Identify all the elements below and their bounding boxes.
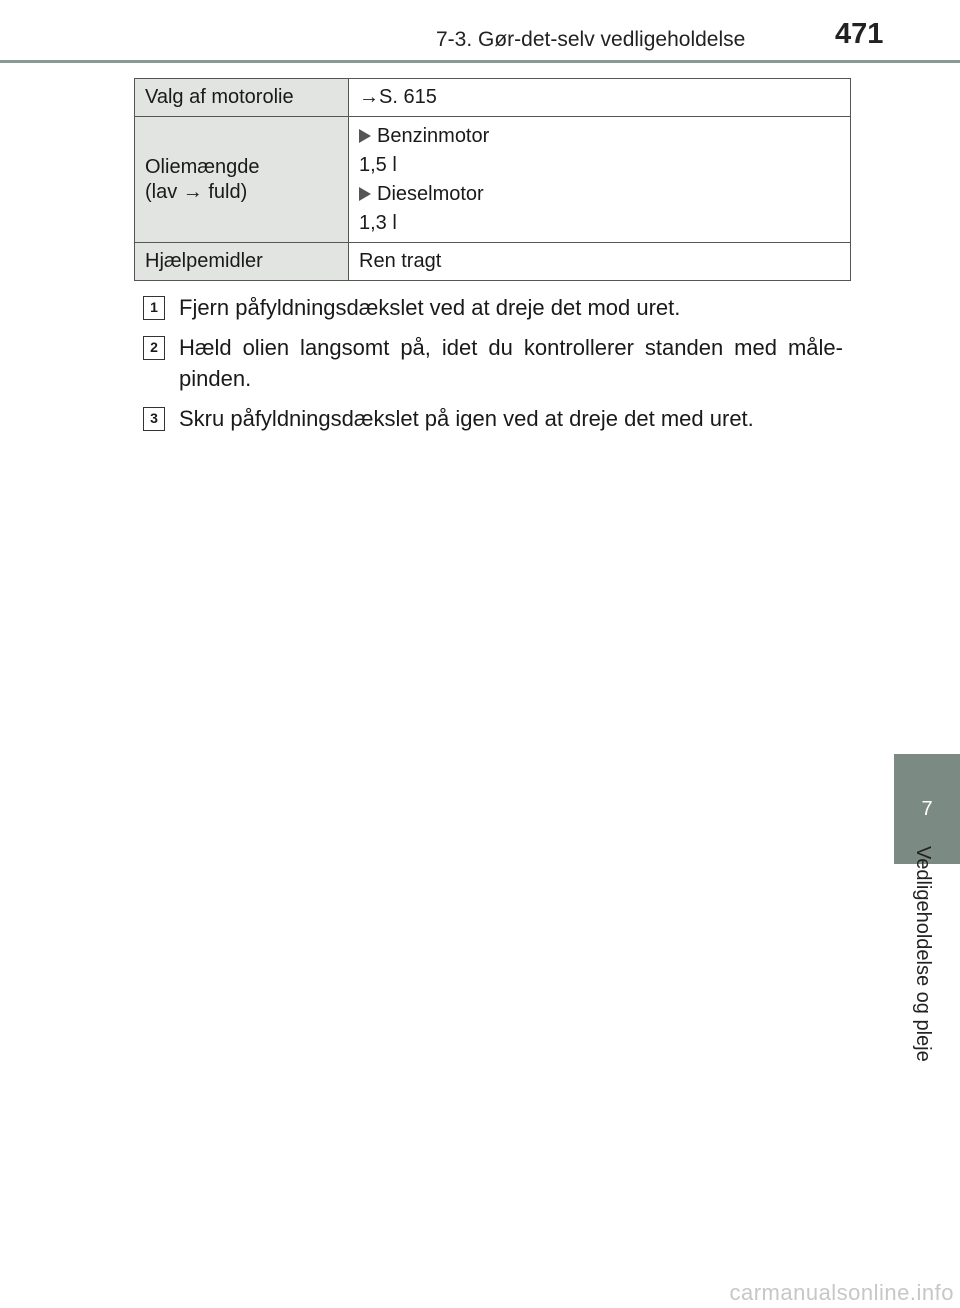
step-text: Skru påfyldningsdækslet på igen ved at dreje det med uret. — [179, 406, 754, 431]
chapter-title: Vedligeholdelse og pleje — [912, 846, 934, 1062]
header-rule — [0, 60, 960, 63]
label-line: (lav → fuld) — [145, 180, 248, 203]
value-line — [359, 210, 840, 236]
list-item — [143, 292, 843, 323]
triangle-right-icon — [359, 187, 371, 201]
table-label-cell: Hjælpemidler — [135, 243, 349, 281]
arrow-icon: → — [359, 86, 379, 108]
oil-quantity: 1,5 l — [359, 154, 397, 176]
table-label-cell — [135, 117, 349, 243]
watermark: carmanualsonline.info — [729, 1280, 954, 1305]
step-text: Fjern påfyldningsdækslet ved at dreje det mod uret. — [179, 295, 681, 320]
table-value-cell — [349, 79, 851, 117]
step-text: Hæld olien langsomt på, idet du kontrollerer standen med måle-pinden. — [179, 335, 843, 391]
table-row — [135, 117, 851, 243]
table-row — [135, 79, 851, 117]
header-section-title: 7-3. Gør-det-selv vedligeholdelse — [436, 28, 746, 51]
engine-type: Benzinmotor — [377, 125, 490, 147]
step-number-badge: 2 — [143, 336, 165, 360]
step-list — [143, 292, 843, 434]
value-line — [359, 181, 840, 207]
engine-type: Dieselmotor — [377, 183, 484, 205]
triangle-right-icon — [359, 129, 371, 143]
chapter-number: 7 — [921, 797, 933, 820]
step-number-badge: 1 — [143, 296, 165, 320]
step-number-badge: 3 — [143, 407, 165, 431]
list-item — [143, 403, 843, 434]
value-line — [359, 123, 840, 149]
value-line — [359, 152, 840, 178]
table-label-cell: Valg af motorolie — [135, 79, 349, 117]
page-reference: S. 615 — [379, 86, 437, 108]
table-row — [135, 243, 851, 281]
table-value-cell — [349, 117, 851, 243]
page-number: 471 — [835, 18, 884, 50]
label-line: Oliemængde — [145, 155, 260, 178]
table-value-cell: Ren tragt — [349, 243, 851, 281]
spec-table — [134, 78, 851, 281]
list-item — [143, 332, 843, 394]
oil-quantity: 1,3 l — [359, 212, 397, 234]
